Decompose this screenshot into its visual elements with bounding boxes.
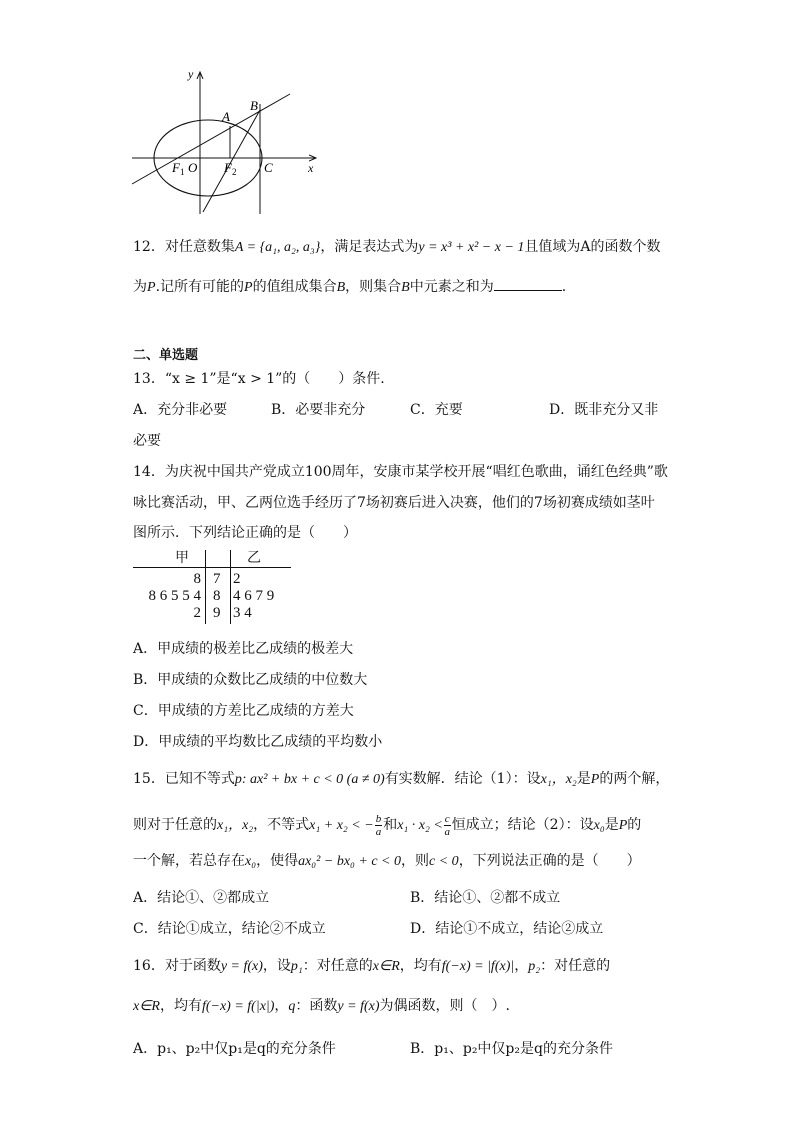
header-yi: 乙 — [247, 550, 261, 566]
header-jia: 甲 — [175, 550, 189, 566]
label-x: x — [308, 161, 314, 175]
q15-option-d[interactable]: D．结论①不成立，结论②成立 — [410, 921, 604, 937]
q14-line3: 图所示．下列结论正确的是（ ） — [133, 525, 357, 541]
q13-option-b[interactable]: B．必要非充分 — [271, 402, 366, 418]
q16-option-a[interactable]: A．p₁、p₂中仅p₁是q的充分条件 — [133, 1041, 336, 1057]
q16-line1: 16．对于函数y = f(x)，设p₁：对任意的x∈R，均有f(−x) = |f(x)|，p₂：对任意的 — [133, 958, 611, 974]
q14-line2: 咏比赛活动，甲、乙两位选手经历了7场初赛后进入决赛，他们的7场初赛成绩如茎叶 — [133, 495, 655, 511]
q16-option-b[interactable]: B．p₁、p₂中仅p₂是q的充分条件 — [410, 1041, 613, 1057]
fraction-c-over-a: $\frac{c}{a}$ — [444, 812, 450, 838]
label-C: C — [264, 160, 273, 175]
q15-option-a[interactable]: A．结论①、②都成立 — [133, 890, 270, 906]
q15-option-c[interactable]: C．结论①成立，结论②不成立 — [133, 921, 326, 937]
label-F2: $F_2$ — [224, 160, 237, 177]
q14-option-b[interactable]: B．甲成绩的众数比乙成绩的中位数大 — [133, 672, 368, 688]
answer-blank[interactable] — [494, 276, 562, 291]
q14-option-d[interactable]: D．甲成绩的平均数比乙成绩的平均数小 — [133, 734, 383, 750]
section-title: 二、单选题 — [133, 348, 199, 363]
q13-option-d[interactable]: D．既非充分又非 — [549, 402, 659, 418]
q14-line1: 14．为庆祝中国共产党成立100周年，安康市某学校开展“唱红色歌曲，诵红色经典”歌 — [133, 464, 668, 480]
q12-line1: 12．对任意数集A = {a₁, a₂, a₃}，满足表达式为y = x³ + x² − x − 1且值域为A的函数个数 — [133, 239, 661, 255]
q15-line3: 一个解，若总存在x₀，使得ax₀² − bx₀ + c < 0，则c < 0，下列说法正确的是（ ） — [133, 853, 641, 869]
q13-option-d-cont: 必要 — [133, 433, 161, 449]
q15-line1: 15．已知不等式p: ax² + bx + c < 0 (a ≠ 0)有实数解．结论（1）：设x₁，x₂是P的两个解， — [133, 771, 670, 787]
q14-option-a[interactable]: A．甲成绩的极差比乙成绩的极差大 — [133, 641, 354, 657]
label-A: A — [222, 109, 230, 124]
q14-option-c[interactable]: C．甲成绩的方差比乙成绩的方差大 — [133, 703, 354, 719]
q16-line2: x∈R，均有f(−x) = f(|x|)，q：函数y = f(x)为偶函数，则（ ）. — [133, 998, 510, 1014]
stem-leaf-plot — [133, 550, 293, 624]
label-O: O — [188, 160, 198, 175]
stem-row: 8 6 5 5 4 8 4 6 7 9 — [148, 588, 275, 604]
q15-line2: 则对于任意的x₁，x₂，不等式x₁ + x₂ < − $\frac{b}{a}$ 和x₁ · x₂ < $\frac{c}{a}$ 恒成立；结论（2）：设x₀是P的 — [133, 812, 642, 838]
fraction-b-over-a: $\frac{b}{a}$ — [375, 812, 382, 838]
stem-row: 2 9 3 4 — [193, 605, 252, 621]
stem-row: 8 7 2 — [193, 571, 241, 587]
q13-option-a[interactable]: A．充分非必要 — [133, 402, 228, 418]
q15-option-b[interactable]: B．结论①、②都不成立 — [410, 890, 561, 906]
label-y: y — [188, 67, 194, 81]
ellipse-figure — [120, 64, 330, 224]
q13-option-c[interactable]: C．充要 — [410, 402, 463, 418]
q12-line2: 为P.记所有可能的P的值组成集合B，则集合B中元素之和为 . — [133, 276, 566, 297]
label-B: B — [250, 98, 258, 113]
q13-stem: 13．“x ≥ 1”是“x > 1”的（ ）条件. — [133, 371, 385, 387]
label-F1: $F_1$ — [172, 160, 185, 177]
